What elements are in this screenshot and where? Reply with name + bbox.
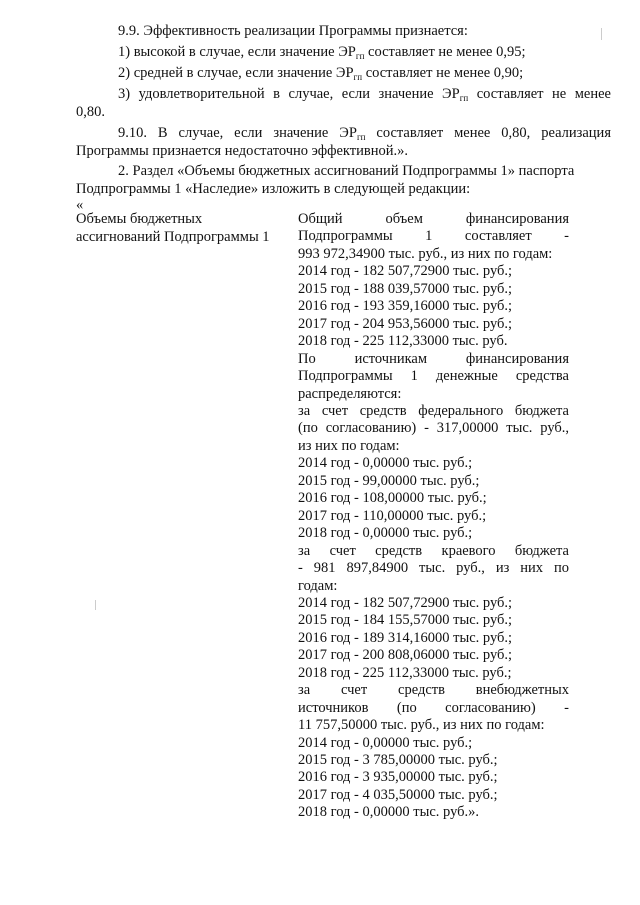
funding-line: 2016 год - 3 935,00000 тыс. руб.;: [298, 769, 498, 786]
funding-line: 2015 год - 3 785,00000 тыс. руб.;: [298, 751, 498, 768]
funding-line: 2017 год - 204 953,56000 тыс. руб.;: [298, 315, 513, 332]
funding-line: (по согласованию) - 317,00000 тыс. руб.,: [298, 420, 569, 437]
scan-mark: [95, 600, 96, 610]
criterion-satisfactory: 3) удовлетворительной в случае, если значение $ЭР_{гп}$ составляет не менее: [118, 86, 611, 103]
paragraph-9-9: 9.9. Эффективность реализации Программы признается:: [118, 23, 468, 39]
funding-line: 2014 год - 0,00000 тыс. руб.;: [298, 734, 473, 751]
funding-line: 2017 год - 200 808,06000 тыс. руб.;: [298, 647, 513, 664]
funding-line: 2018 год - 225 112,33000 тыс. руб.: [298, 333, 508, 350]
scan-mark: [601, 28, 602, 40]
funding-line: источников (по согласованию) -: [298, 699, 569, 716]
funding-line: из них по годам:: [298, 437, 400, 454]
funding-line: Общий объем финансирования: [298, 211, 569, 227]
funding-line: 2018 год - 0,00000 тыс. руб.;: [298, 525, 473, 542]
funding-line: 11 757,50000 тыс. руб., из них по годам:: [298, 717, 545, 733]
funding-line: 2016 год - 108,00000 тыс. руб.;: [298, 490, 487, 507]
funding-line: 2015 год - 99,00000 тыс. руб.;: [298, 472, 480, 489]
criterion-high: 1) высокой в случае, если значение $ЭР_{гп}$ составляет не менее 0,95;: [118, 44, 526, 61]
funding-line: 2015 год - 184 155,57000 тыс. руб.;: [298, 612, 513, 629]
funding-line: Подпрограммы 1 денежные средства: [298, 368, 569, 384]
funding-line: 2016 год - 189 314,16000 тыс. руб.;: [298, 629, 513, 646]
funding-line: годам:: [298, 577, 338, 594]
funding-line: Подпрограммы 1 составляет -: [298, 228, 569, 245]
funding-line: 2018 год - 0,00000 тыс. руб.».: [298, 804, 480, 821]
paragraph-2-cont: Подпрограммы 1 «Наследие» изложить в следующей редакции:: [76, 181, 471, 197]
paragraph-2: 2. Раздел «Объемы бюджетных ассигнований Подпрограммы 1» паспорта: [118, 163, 575, 179]
funding-line: 993 972,34900 тыс. руб., из них по годам:: [298, 245, 553, 262]
funding-line: 2016 год - 193 359,16000 тыс. руб.;: [298, 298, 513, 315]
paragraph-9-10-cont: Программы признается недостаточно эффективной.».: [76, 143, 408, 159]
table-left-cell-line-1: Объемы бюджетных: [76, 211, 203, 227]
funding-line: - 981 897,84900 тыс. руб., из них по: [298, 560, 569, 576]
funding-line: 2015 год - 188 039,57000 тыс. руб.;: [298, 280, 513, 297]
funding-line: 2017 год - 4 035,50000 тыс. руб.;: [298, 786, 498, 803]
criterion-medium: 2) средней в случае, если значение $ЭР_{гп}$ составляет не менее 0,90;: [118, 65, 524, 82]
funding-line: 2014 год - 182 507,72900 тыс. руб.;: [298, 594, 513, 611]
criterion-satisfactory-cont: 0,80.: [76, 104, 105, 120]
funding-line: 2014 год - 182 507,72900 тыс. руб.;: [298, 263, 513, 280]
table-left-cell-line-2: ассигнований Подпрограммы 1: [76, 229, 270, 245]
funding-line: за счет средств федерального бюджета: [298, 402, 569, 419]
funding-line: за счет средств внебюджетных: [298, 682, 569, 699]
funding-line: По источникам финансирования: [298, 350, 569, 367]
funding-line: распределяются:: [298, 385, 402, 402]
funding-line: 2017 год - 110,00000 тыс. руб.;: [298, 507, 487, 524]
funding-line: 2014 год - 0,00000 тыс. руб.;: [298, 455, 473, 472]
opening-quote: «: [76, 197, 84, 213]
funding-line: за счет средств краевого бюджета: [298, 542, 569, 559]
funding-line: 2018 год - 225 112,33000 тыс. руб.;: [298, 664, 512, 681]
paragraph-9-10: 9.10. В случае, если значение $ЭР_{гп}$ составляет менее 0,80, реализация: [118, 125, 611, 142]
